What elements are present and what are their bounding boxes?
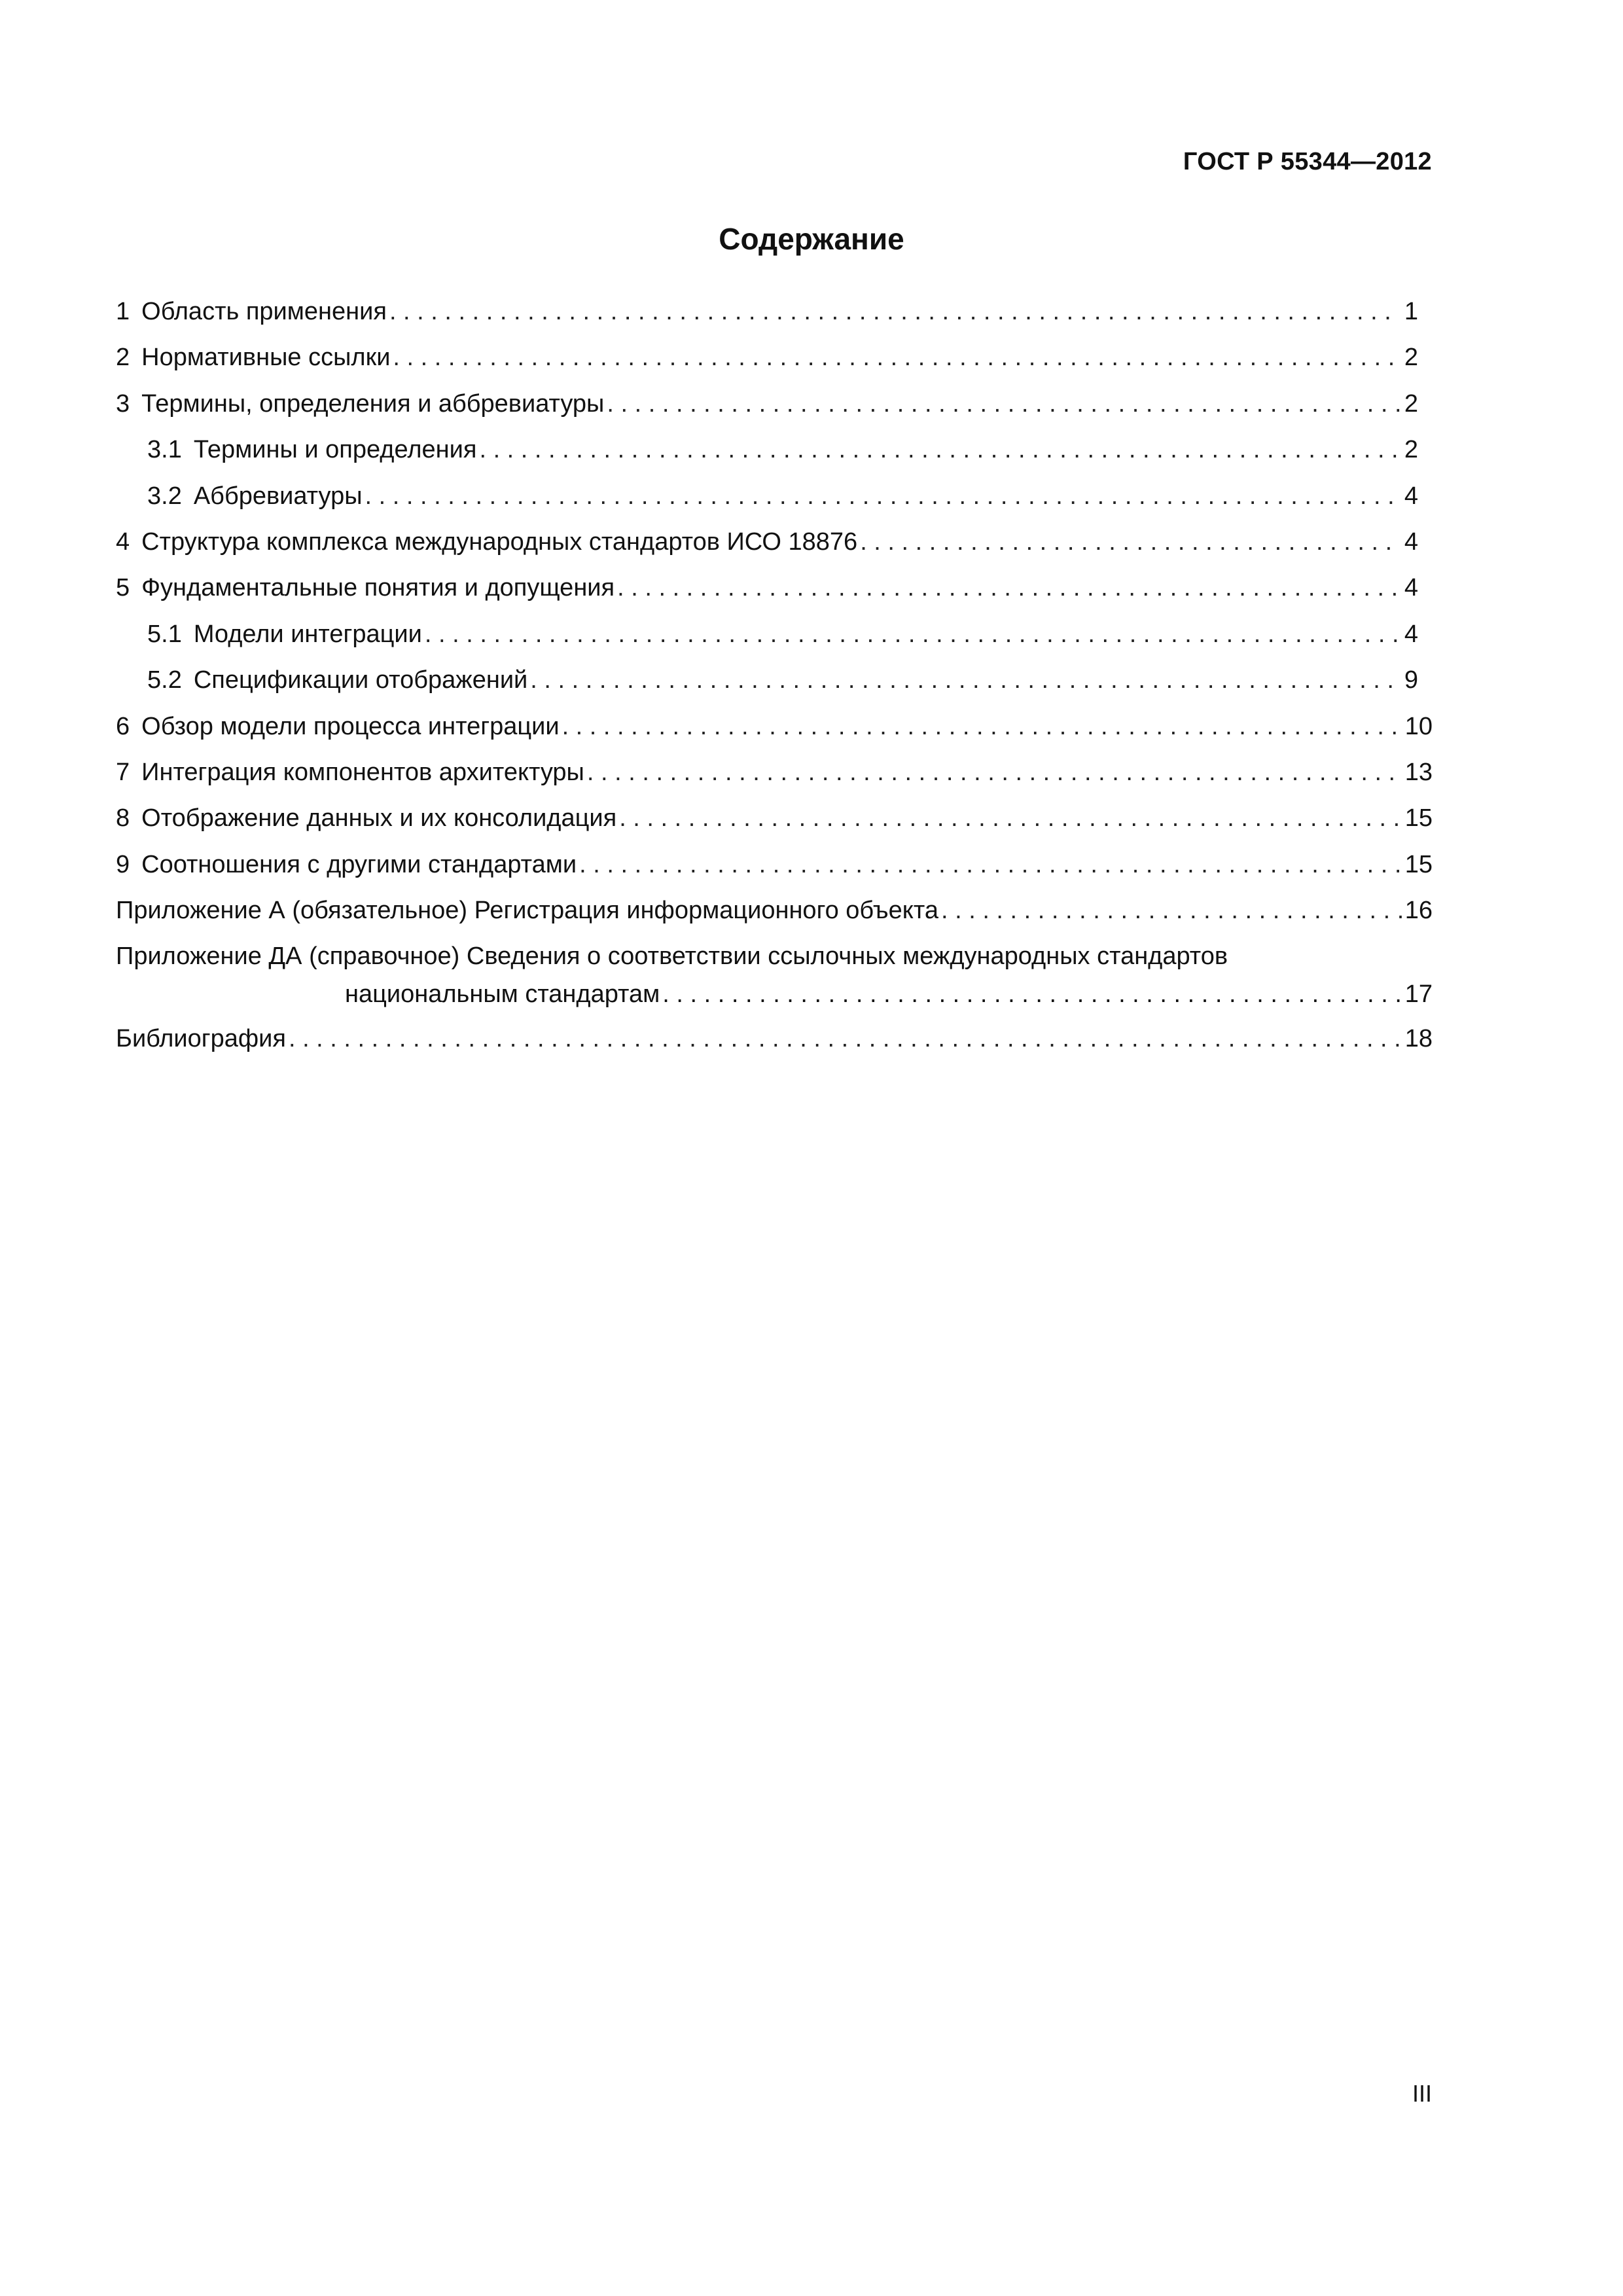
leader-dots (617, 574, 1400, 602)
toc-entry-title: Термины, определения и аббревиатуры (141, 389, 605, 418)
toc-entry-title: Область применения (141, 298, 387, 325)
leader-dots (587, 759, 1402, 787)
toc-entry-number: 3 (116, 389, 130, 418)
toc-entry-title: Структура комплекса международных стандартов ИСО 18876 (141, 528, 858, 556)
toc-entry-number: 1 (116, 298, 130, 325)
toc-entry[interactable] (116, 390, 1433, 436)
toc-entry-title: Интеграция компонентов архитектуры (141, 758, 584, 786)
toc-entry-title: Модели интеграции (193, 620, 422, 648)
leader-dots (607, 390, 1400, 418)
table-of-contents (116, 298, 1433, 1071)
toc-entry-page: 4 (1404, 574, 1418, 602)
toc-entry-number: 5.2 (147, 666, 182, 694)
toc-entry[interactable] (116, 436, 1433, 482)
toc-entry-number: 4 (116, 528, 130, 556)
toc-entry-number: 9 (116, 850, 130, 878)
leader-dots (860, 528, 1400, 556)
toc-entry-page: 4 (1404, 620, 1418, 648)
leader-dots (530, 666, 1400, 694)
toc-entry-number: 7 (116, 758, 130, 786)
leader-dots (619, 804, 1402, 833)
toc-entry-page: 2 (1404, 344, 1418, 372)
toc-entry-page: 17 (1404, 980, 1433, 1009)
leader-dots (662, 980, 1402, 1009)
leader-dots (562, 713, 1402, 741)
leader-dots (365, 482, 1400, 511)
leader-dots (389, 298, 1400, 326)
toc-entry-title: Соотношения с другими стандартами (141, 850, 577, 878)
toc-entry-appendix-a[interactable] (116, 897, 1433, 942)
toc-entry-page: 1 (1404, 298, 1418, 325)
toc-entry-page: 10 (1404, 712, 1433, 740)
toc-entry-title: Фундаментальные понятия и допущения (141, 574, 615, 602)
toc-entry-number: 5 (116, 574, 130, 602)
toc-entry-title: Отображение данных и их консолидация (141, 804, 617, 833)
toc-title: Содержание (719, 222, 904, 256)
toc-entry-page: 9 (1404, 666, 1418, 694)
document-code: ГОСТ Р 55344—2012 (1183, 148, 1432, 175)
toc-entry-title-line2: национальным стандартам (345, 980, 660, 1009)
leader-dots (479, 436, 1400, 464)
toc-entry-page: 2 (1404, 389, 1418, 418)
toc-entry-number: 6 (116, 712, 130, 740)
toc-entry[interactable] (116, 482, 1433, 528)
toc-entry-page: 16 (1404, 897, 1433, 925)
toc-entry-title: Приложение А (обязательное) Регистрация информационного объекта (116, 897, 938, 925)
leader-dots (941, 897, 1402, 925)
toc-entry-number: 5.1 (147, 620, 182, 648)
leader-dots (425, 620, 1400, 649)
toc-entry[interactable] (116, 804, 1433, 850)
toc-entry[interactable] (116, 713, 1433, 759)
toc-entry-title: Нормативные ссылки (141, 344, 391, 372)
leader-dots (579, 851, 1402, 879)
toc-entry-number: 3.1 (147, 436, 182, 464)
toc-entry[interactable] (116, 666, 1433, 712)
toc-entry-page: 15 (1404, 804, 1433, 833)
toc-entry-title: Спецификации отображений (193, 666, 528, 694)
toc-entry[interactable] (116, 528, 1433, 574)
toc-entry[interactable] (116, 851, 1433, 897)
toc-entry-title: Библиография (116, 1025, 286, 1053)
toc-entry-number: 3.2 (147, 482, 182, 510)
page-number: III (1412, 2080, 1432, 2107)
toc-entry-title: Обзор модели процесса интеграции (141, 712, 560, 740)
toc-entry[interactable] (116, 759, 1433, 804)
toc-entry-page: 4 (1404, 482, 1418, 510)
toc-entry[interactable] (116, 298, 1433, 344)
toc-entry-page: 18 (1404, 1025, 1433, 1053)
toc-entry-bibliography[interactable] (116, 1025, 1433, 1071)
toc-entry-title: Термины и определения (193, 436, 477, 464)
toc-entry-title: Аббревиатуры (193, 482, 363, 510)
toc-entry[interactable] (116, 620, 1433, 666)
toc-entry-page: 15 (1404, 850, 1433, 878)
leader-dots (393, 344, 1400, 372)
toc-entry-page: 4 (1404, 528, 1418, 556)
toc-entry-page: 2 (1404, 436, 1418, 464)
toc-entry-number: 8 (116, 804, 130, 833)
toc-entry-page: 13 (1404, 758, 1433, 786)
leader-dots (289, 1025, 1402, 1053)
toc-entry[interactable] (116, 344, 1433, 389)
toc-entry-number: 2 (116, 344, 130, 372)
toc-entry-title-line1: Приложение ДА (справочное) Сведения о соответствии ссылочных международных стандартов (116, 942, 1228, 971)
toc-entry[interactable] (116, 574, 1433, 620)
toc-entry-appendix-da[interactable] (116, 942, 1433, 1025)
